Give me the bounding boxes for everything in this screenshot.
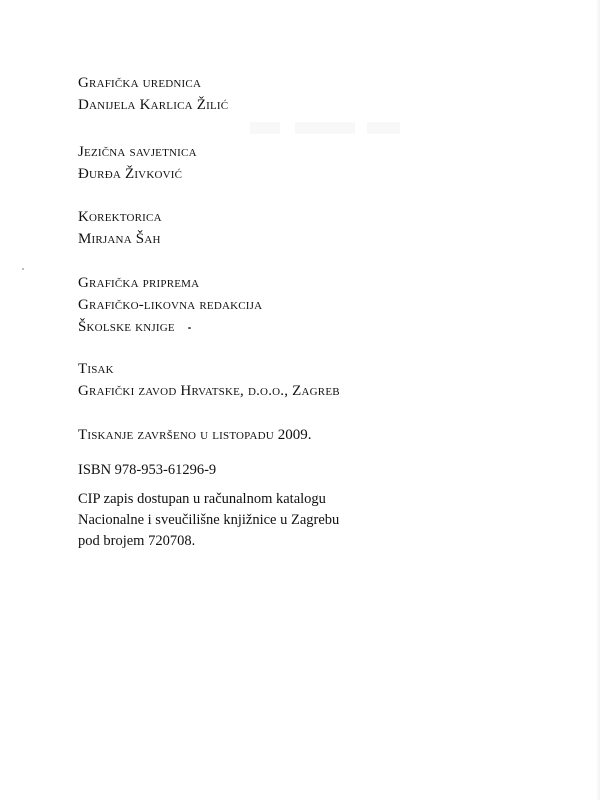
credit-proofreader: [78, 206, 560, 250]
cip-line: pod brojem 720708.: [78, 533, 196, 549]
credit-name: Školske knjige: [78, 319, 175, 335]
printing-note-year: 2009.: [277, 427, 312, 443]
credit-role: Tisak: [78, 361, 114, 377]
credit-name: Đurđa Živković: [78, 166, 183, 182]
scan-speck: [188, 327, 191, 329]
printing-note-text: Tiskanje završeno u listopadu: [78, 427, 274, 443]
credit-role: Grafička urednica: [78, 75, 202, 91]
cip-line: CIP zapis dostupan u računalnom katalogu: [78, 491, 326, 507]
cip-line: Nacionalne i sveučilišne knjižnice u Zagrebu: [78, 512, 340, 528]
credit-role: Korektorica: [78, 209, 162, 225]
credit-name: Grafički zavod Hrvatske, d.o.o., Zagreb: [78, 383, 340, 399]
credit-printing: [78, 358, 560, 402]
credit-name: Mirjana Šah: [78, 231, 161, 247]
isbn-number: ISBN 978-953-61296-9: [78, 462, 217, 478]
credit-role: Grafička priprema: [78, 275, 200, 291]
credit-role: Jezična savjetnica: [78, 144, 197, 160]
credit-name: Danijela Karlica Žilić: [78, 97, 229, 113]
scan-speck: [22, 268, 24, 270]
credit-language-advisor: [78, 141, 560, 185]
printing-note: [78, 424, 560, 446]
scan-bleed-through: [250, 122, 400, 134]
credit-graphic-editor: [78, 72, 560, 116]
isbn-block: [78, 460, 560, 481]
credit-graphic-preparation: [78, 272, 560, 338]
credit-name: Grafičko-likovna redakcija: [78, 297, 263, 313]
page-edge-shade: [596, 0, 600, 800]
cip-block: [78, 489, 560, 552]
